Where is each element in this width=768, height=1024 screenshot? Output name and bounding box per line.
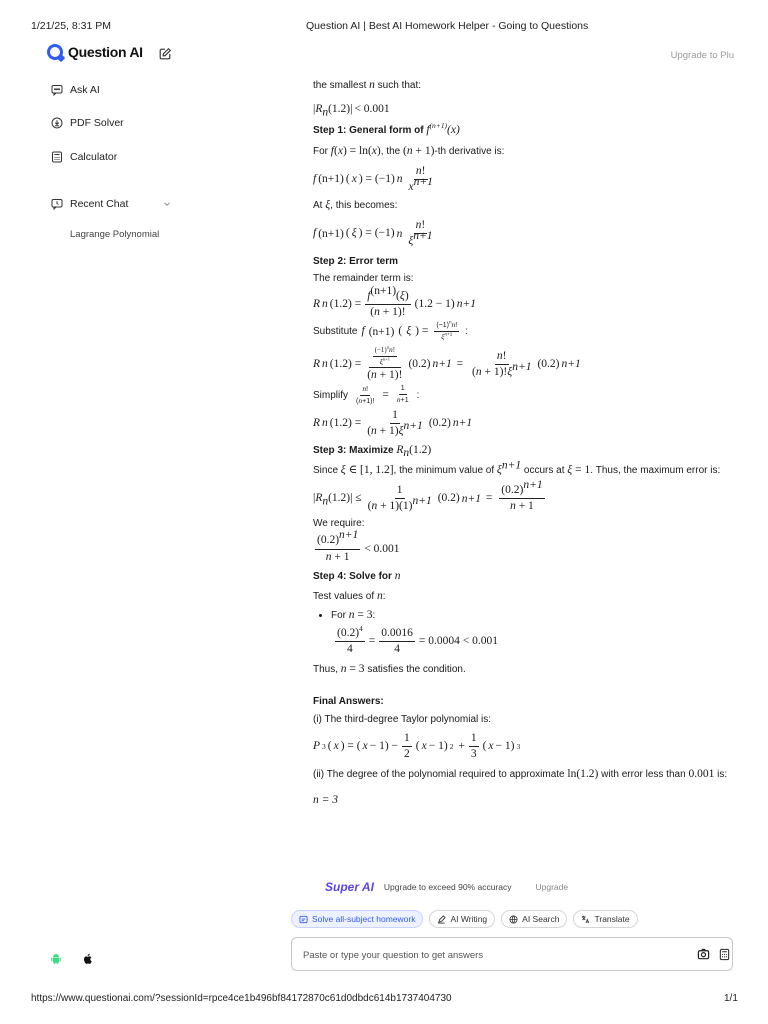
chip-label: Solve all-subject homework [312, 914, 416, 924]
step-2-title: Step 2: Error term [313, 255, 399, 267]
step-1-at-text: At ξ, this becomes: [313, 199, 398, 212]
answer-intro: the smallest n such that: [313, 79, 422, 91]
super-ai-logo: Super AI [325, 880, 374, 894]
taylor-polynomial: P 3 ( x ) = ( x − 1) − $\frac{1}{2}$ ( x − 1) 2 + $\frac{1}{3}$ ( x − 1) 3 [313, 732, 521, 761]
upgrade-plus-link[interactable]: Upgrade to Plu [670, 50, 734, 61]
print-datetime: 1/21/25, 8:31 PM [31, 20, 111, 32]
derivative-at-xi: f (n+1) ( ξ ) = (−1) n $\frac{n!}{\xi^{n+1}}$ [313, 219, 433, 248]
final-answer-i: (i) The third-degree Taylor polynomial is: [313, 714, 492, 726]
simplified-remainder: R n (1.2) = $\frac{1}{(n + 1)\xi^{n+1}}$ (0.2) n+1 [313, 408, 473, 437]
sidebar-item-ask-ai[interactable] [51, 84, 100, 96]
new-chat-edit-icon[interactable] [158, 47, 172, 61]
homework-icon [299, 915, 308, 924]
sidebar-item-calculator[interactable] [51, 151, 117, 163]
camera-upload-icon[interactable] [697, 948, 710, 961]
apple-app-icon[interactable] [82, 953, 94, 965]
step-3-text: Since ξ ∈ [1, 1.2], the minimum value of $\xi^{n+1}$ occurs at ξ = 1. Thus, the maximum error is: [313, 459, 721, 477]
sidebar-item-pdf-solver[interactable] [51, 117, 124, 129]
thus-text: Thus, n = 3 satisfies the condition. [313, 663, 466, 676]
test-n3-calculation: $\frac{(0.2)^4}{4}$ = $\frac{0.0016}{4}$ = 0.0004 < 0.001 [337, 623, 499, 655]
simplify-text: Simplify $\frac{n!}{(n+1)!}$ = $\frac{1}{n+1}$ : [313, 383, 420, 405]
substitute-text: Substitute f (n+1) ( ξ ) = $\frac{(-1)^nn!}{\xi^{n+1}}$ : [313, 319, 468, 342]
chip-label: Translate [594, 914, 630, 924]
print-page-title: Question AI | Best AI Homework Helper - Going to Questions [306, 20, 589, 32]
step-3-title: Step 3: Maximize $R_n(1.2)$ [313, 444, 432, 460]
question-ai-logo-icon [47, 44, 63, 60]
super-ai-upgrade-link[interactable]: Upgrade [535, 882, 569, 892]
question-input[interactable] [301, 946, 675, 964]
globe-icon [509, 915, 518, 924]
derivative-formula: f (n+1) ( x ) = (−1) n $\frac{n!}{x^{n+1}}$ [313, 164, 433, 193]
chip-ai-search[interactable] [501, 910, 567, 928]
sidebar-item-label: Ask AI [70, 84, 100, 96]
remainder-formula: R n (1.2) = $\frac{f^{(n+1)}(\xi)}{(n + 1)!}$ (1.2 − 1) n+1 [313, 284, 476, 318]
chip-ai-writing[interactable] [429, 910, 495, 928]
chip-translate[interactable] [573, 910, 637, 928]
test-values-text: Test values of n: [313, 589, 386, 602]
pen-icon [437, 915, 446, 924]
final-answer-n: n = 3 [313, 794, 339, 807]
step-1-text: For f(x) = ln(x), the (n + 1)-th derivative is: [313, 144, 505, 157]
sidebar-item-label: Calculator [70, 151, 118, 163]
recent-chat-icon [51, 198, 63, 210]
chevron-down-icon[interactable] [162, 199, 172, 209]
calculator-icon[interactable] [718, 948, 731, 961]
chip-solve-homework[interactable] [291, 910, 423, 928]
calculator-icon [51, 151, 63, 163]
list-item: • For n = 3: [331, 608, 738, 623]
recent-chat-item[interactable]: Lagrange Polynomial [70, 229, 160, 240]
feature-chips [291, 910, 638, 928]
print-url: https://www.questionai.com/?sessionId=rpce4ce1b496bf84172870c61d0dbdc614b1737404730 [31, 993, 452, 1004]
super-ai-banner [325, 880, 568, 894]
translate-icon [581, 915, 590, 924]
error-condition: $|R_n(1.2)|$ < 0.001 [313, 102, 390, 119]
app-logo[interactable] [47, 44, 143, 60]
chip-label: AI Writing [450, 914, 488, 924]
we-require-text: We require: [313, 518, 365, 530]
sidebar-item-recent-chat[interactable] [51, 198, 128, 210]
chip-label: AI Search [522, 914, 560, 924]
app-name: Question AI [68, 44, 143, 60]
super-ai-text: Upgrade to exceed 90% accuracy [383, 882, 512, 892]
chat-bubble-icon [51, 84, 63, 96]
question-input-box [291, 937, 733, 971]
android-app-icon[interactable] [50, 953, 62, 965]
substituted-remainder: R n (1.2) = $\frac{\frac{(-1)^nn!}{\xi^{n+1}}}{(n + 1)!}$ (0.2) n+1 = $\frac{n!}{(n + 1)!\xi^{n+1}}$ (0.2) n+1 [313, 344, 581, 382]
max-error-formula: $|R_n(1.2)|$ ≤ $\frac{1}{(n + 1)(1)^{n+1}}$ (0.2) n+1 = $\frac{(0.2)^{n+1}}{n + 1}$ [313, 479, 543, 513]
print-page-count: 1/1 [724, 993, 738, 1004]
sidebar-item-label: Recent Chat [70, 198, 129, 210]
sidebar-item-label: PDF Solver [70, 117, 124, 129]
final-answer-ii: (ii) The degree of the polynomial required to approximate ln(1.2) with error less than 0.001 is: [313, 768, 728, 781]
answer-content [313, 78, 738, 808]
pdf-icon [51, 117, 63, 129]
final-answers-title: Final Answers: [313, 696, 384, 708]
step-1-title: Step 1: General form of $f^{(n+1)}(x)$ [313, 121, 460, 136]
requirement-inequality: $\frac{(0.2)^{n+1}}{n + 1}$ < 0.001 [317, 529, 400, 563]
step-2-text: The remainder term is: [313, 272, 414, 284]
step-4-title: Step 4: Solve for n [313, 569, 401, 582]
test-values-list [313, 608, 738, 623]
